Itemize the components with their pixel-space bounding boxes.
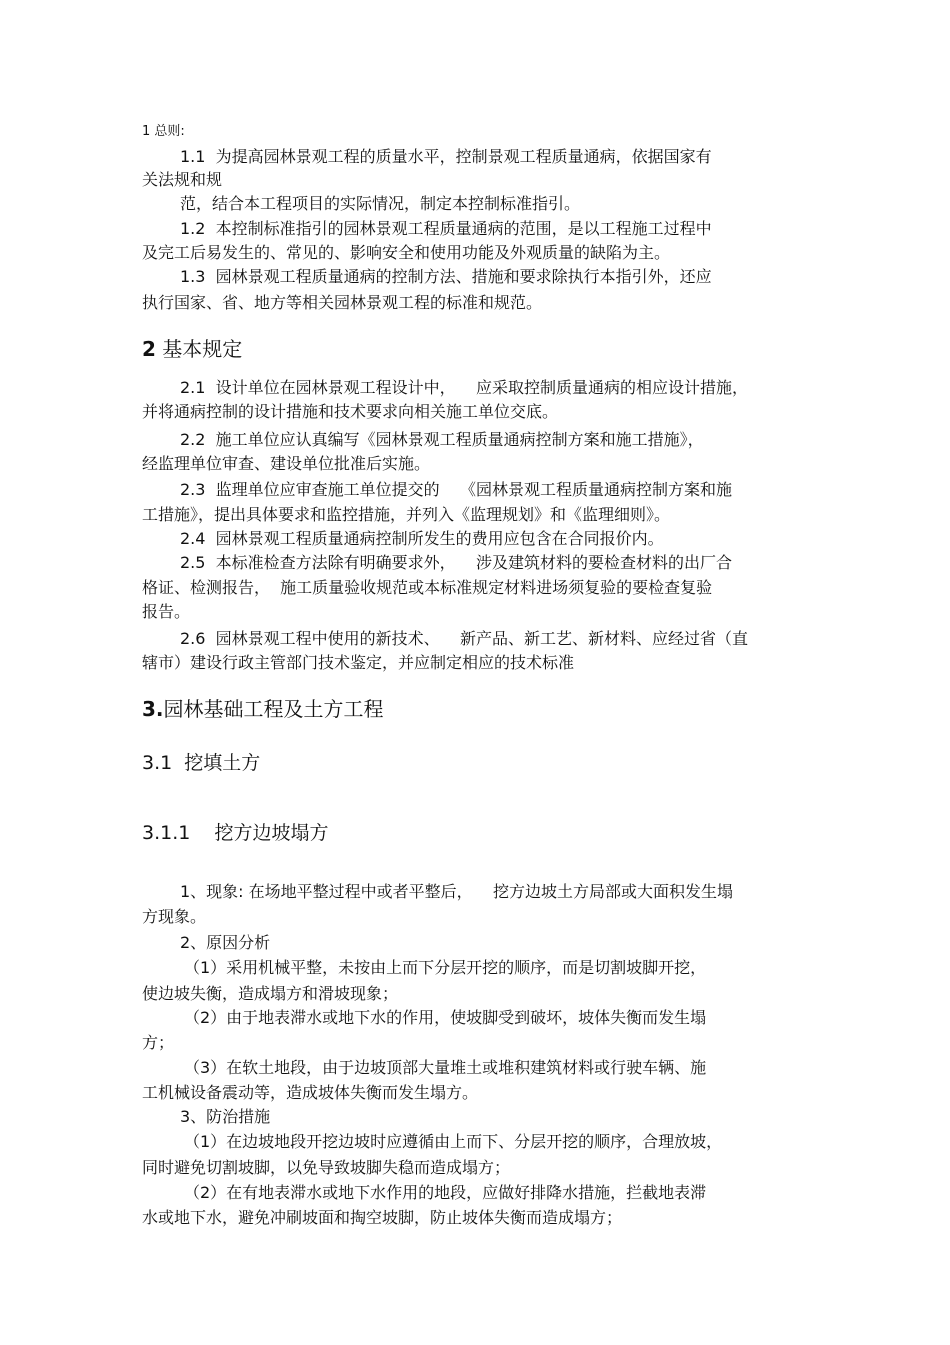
para-2-3-line-2: 工措施》，提出具体要求和监控措施，并列入《监理规划》和《监理细则》。 <box>142 505 671 524</box>
section-2-title: 基本规定 <box>155 337 243 361</box>
measure-1-line-2: 同时避免切割坡脚，以免导致坡脚失稳而造成塌方； <box>142 1158 511 1177</box>
para-2-3-line-1: 2.3 监理单位应审查施工单位提交的 《园林景观工程质量通病控制方案和施 <box>180 480 732 499</box>
para-2-5-line-3: 报告。 <box>142 602 191 621</box>
para-1-2-line-1: 1.2 本控制标准指引的园林景观工程质量通病的范围，是以工程施工过程中 <box>180 219 712 238</box>
section-2-number: 2 <box>142 337 156 361</box>
para-1-1-line-3: 范，结合本工程项目的实际情况，制定本控制标准指引。 <box>180 194 581 213</box>
section-3-1-heading: 3.1 挖填土方 <box>142 752 261 774</box>
cause-1-line-2: 使边坡失衡，造成塌方和滑坡现象； <box>142 984 399 1003</box>
measure-2-line-1: （2）在有地表滞水或地下水作用的地段，应做好排降水措施，拦截地表滞 <box>184 1183 707 1202</box>
para-2-6-line-2: 辖市）建设行政主管部门技术鉴定，并应制定相应的技术标准 <box>142 653 575 672</box>
para-2-5-line-1: 2.5 本标准检查方法除有明确要求外， 涉及建筑材料的要检查材料的出厂合 <box>180 553 732 572</box>
prevention-heading: 3、防治措施 <box>180 1107 271 1126</box>
para-2-4-line-1: 2.4 园林景观工程质量通病控制所发生的费用应包含在合同报价内。 <box>180 529 664 548</box>
measure-1-line-1: （1）在边坡地段开挖边坡时应遵循由上而下、分层开挖的顺序，合理放坡， <box>184 1132 723 1151</box>
para-2-6-line-1: 2.6 园林景观工程中使用的新技术、 新产品、新工艺、新材料、应经过省（直 <box>180 629 748 648</box>
para-2-2-line-1: 2.2 施工单位应认真编写《园林景观工程质量通病控制方案和施工措施》， <box>180 430 704 449</box>
para-1-3-line-1: 1.3 园林景观工程质量通病的控制方法、措施和要求除执行本指引外，还应 <box>180 267 712 286</box>
para-2-2-line-2: 经监理单位审查、建设单位批准后实施。 <box>142 454 431 473</box>
cause-1-line-1: （1）采用机械平整，未按由上而下分层开挖的顺序，而是切割坡脚开挖， <box>184 958 707 977</box>
measure-2-line-2: 水或地下水，避免冲刷坡面和掏空坡脚，防止坡体失衡而造成塌方； <box>142 1208 623 1227</box>
phenomenon-line-1: 1、现象: 在场地平整过程中或者平整后， 挖方边坡土方局部或大面积发生塌 <box>180 882 734 901</box>
section-3-title: 园林基础工程及土方工程 <box>163 697 384 721</box>
section-2-heading <box>142 336 242 362</box>
section-1-title: 1 总则: <box>142 124 185 139</box>
para-2-5-line-2: 格证、检测报告， 施工质量验收规范或本标准规定材料进场须复验的要检查复验 <box>142 578 713 597</box>
para-1-3-line-2: 执行国家、省、地方等相关园林景观工程的标准和规范。 <box>142 293 543 312</box>
cause-2-line-1: （2）由于地表滞水或地下水的作用，使坡脚受到破坏，坡体失衡而发生塌 <box>184 1008 707 1027</box>
cause-analysis-heading: 2、原因分析 <box>180 933 271 952</box>
section-3-heading <box>142 696 384 722</box>
para-1-2-line-2: 及完工后易发生的、常见的、影响安全和使用功能及外观质量的缺陷为主。 <box>142 243 671 262</box>
para-2-1-line-1: 2.1 设计单位在园林景观工程设计中， 应采取控制质量通病的相应设计措施， <box>180 378 748 397</box>
phenomenon-line-2: 方现象。 <box>142 907 207 926</box>
cause-3-line-2: 工机械设备震动等，造成坡体失衡而发生塌方。 <box>142 1083 479 1102</box>
section-3-1-1-heading: 3.1.1 挖方边坡塌方 <box>142 822 329 844</box>
cause-2-line-2: 方； <box>142 1033 175 1052</box>
para-1-1-line-2: 关法规和规 <box>142 170 223 189</box>
cause-3-line-1: （3）在软土地段，由于边坡顶部大量堆土或堆积建筑材料或行驶车辆、施 <box>184 1058 707 1077</box>
section-3-number: 3. <box>142 697 164 721</box>
para-1-1-line-1: 1.1 为提高园林景观工程的质量水平，控制景观工程质量通病，依据国家有 <box>180 147 712 166</box>
para-2-1-line-2: 并将通病控制的设计措施和技术要求向相关施工单位交底。 <box>142 402 559 421</box>
